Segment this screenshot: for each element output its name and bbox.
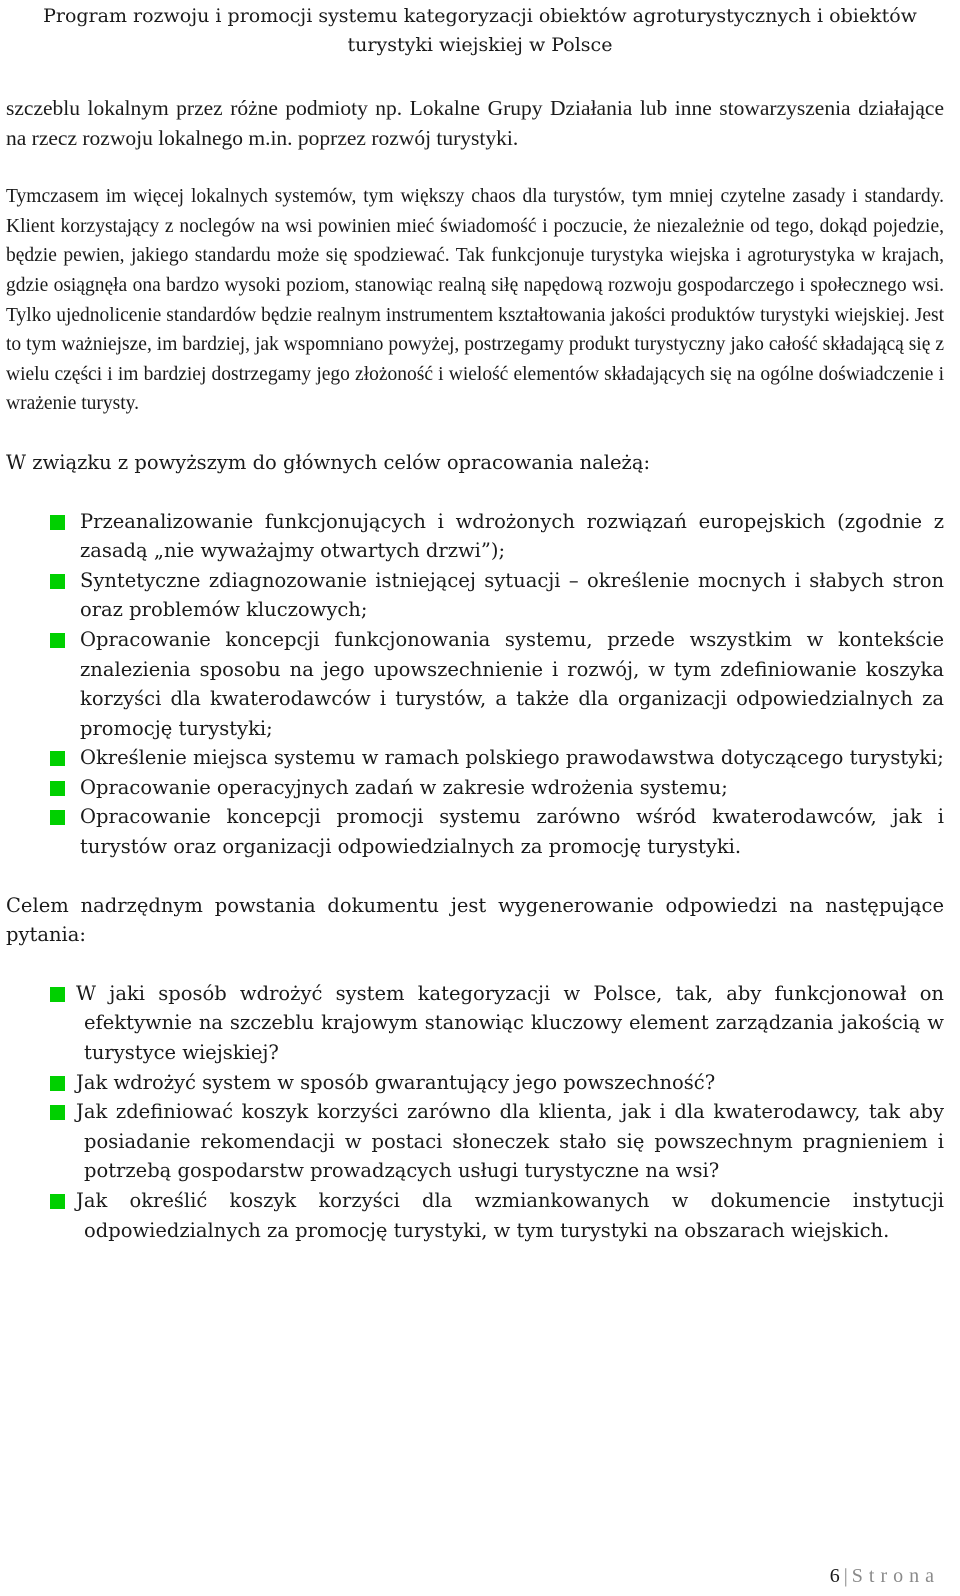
list-item bbox=[6, 802, 944, 861]
green-square-bullet-icon bbox=[50, 515, 65, 530]
goals-list bbox=[6, 507, 944, 862]
green-square-bullet-icon bbox=[50, 633, 65, 648]
paragraph-local-systems: Tymczasem im więcej lokalnych systemów, tym większy chaos dla turystów, tym mniej czytelne zasady i standardy. Klient korzystający z noclegów na wsi powinien mieć świadomość i poczucie, że niezależnie od tego, dokąd pojedzie, będzie pewien, jakiego standardu może się spodziewać. Tak funkcjonuje turystyka wiejska i agroturystyka w krajach, gdzie osiągnęła ona bardzo wysoki poziom, stanowiąc realną siłę napędową rozwoju gospodarczego i społecznego wsi. Tylko ujednolicenie standardów będzie realnym instrumentem kształtowania jakości produktów turystyki wiejskiej. Jest to tym ważniejsze, im bardziej, jak wspomniano powyżej, postrzegamy produkt turystyczny jako całość składającą się z wielu części i im bardziej dostrzegamy jego złożoność i wielość elementów składających się na ogólne doświadczenie i wrażenie turysty. bbox=[6, 186, 944, 415]
goals-intro: W związku z powyższym do głównych celów opracowania należą: bbox=[6, 450, 651, 474]
list-item-text: Opracowanie koncepcji funkcjonowania systemu, przede wszystkim w kontekście znalezienia sposobu na jego upowszechnienie i rozwój, w tym zdefiniowanie koszyka korzyści dla kwaterodawców i turystów, a także dla organizacji odpowiedzialnych za promocję turystyki; bbox=[80, 627, 944, 740]
list-item bbox=[6, 507, 944, 566]
list-item-text: Określenie miejsca systemu w ramach polskiego prawodawstwa dotyczącego turystyki; bbox=[80, 746, 944, 770]
green-square-bullet-icon bbox=[50, 1105, 65, 1120]
page-content bbox=[6, 94, 944, 1245]
green-square-bullet-icon bbox=[50, 987, 65, 1002]
list-item bbox=[6, 566, 944, 625]
list-item bbox=[6, 773, 944, 803]
green-square-bullet-icon bbox=[50, 1076, 65, 1091]
list-item-text: Syntetyczne zdiagnozowanie istniejącej sytuacji – określenie mocnych i słabych stron oraz problemów kluczowych; bbox=[80, 568, 944, 622]
questions-list bbox=[6, 979, 944, 1245]
list-item-text: Jak określić koszyk korzyści dla wzmiankowanych w dokumencie instytucji odpowiedzialnych za promocję turystyki, w tym turystyki na obszarach wiejskich. bbox=[76, 1189, 944, 1242]
list-item-text: Opracowanie koncepcji promocji systemu zarówno wśród kwaterodawców, jak i turystów oraz organizacji odpowiedzialnych za promocję turystyki. bbox=[80, 805, 944, 859]
page-label: Strona bbox=[851, 1565, 940, 1587]
questions-intro: Celem nadrzędnym powstania dokumentu jest wygenerowanie odpowiedzi na następujące pytania: bbox=[6, 893, 944, 947]
green-square-bullet-icon bbox=[50, 751, 65, 766]
list-item-text: Przeanalizowanie funkcjonujących i wdrożonych rozwiązań europejskich (zgodnie z zasadą „nie wyważajmy otwartych drzwi”); bbox=[80, 509, 944, 563]
green-square-bullet-icon bbox=[50, 810, 65, 825]
green-square-bullet-icon bbox=[50, 781, 65, 796]
green-square-bullet-icon bbox=[50, 1194, 65, 1209]
page-footer bbox=[830, 1562, 940, 1590]
green-square-bullet-icon bbox=[50, 574, 65, 589]
list-item bbox=[6, 743, 944, 773]
list-item bbox=[6, 1186, 944, 1245]
list-item bbox=[6, 1068, 944, 1098]
list-item bbox=[6, 625, 944, 743]
list-item-text: Opracowanie operacyjnych zadań w zakresie wdrożenia systemu; bbox=[80, 775, 728, 799]
list-item bbox=[6, 979, 944, 1068]
list-item bbox=[6, 1097, 944, 1186]
list-item-text: Jak wdrożyć system w sposób gwarantujący jego powszechność? bbox=[76, 1070, 716, 1094]
list-item-text: Jak zdefiniować koszyk korzyści zarówno dla klienta, jak i dla kwaterodawcy, tak aby posiadanie rekomendacji w postaci słoneczek stało się powszechnym pragnieniem i potrzebą gospodarstw prowadzących usługi turystyczne na wsi? bbox=[76, 1100, 944, 1183]
page-number: 6 bbox=[829, 1565, 840, 1587]
paragraph-continuation: szczeblu lokalnym przez różne podmioty np. Lokalne Grupy Działania lub inne stowarzyszenia działające na rzecz rozwoju lokalnego m.in. poprzez rozwój turystyki. bbox=[6, 96, 944, 150]
list-item-text: W jaki sposób wdrożyć system kategoryzacji w Polsce, tak, aby funkcjonował on efektywnie na szczeblu krajowym stanowiąc kluczowy element zarządzania jakością w turystyce wiejskiej? bbox=[76, 981, 944, 1065]
running-header: Program rozwoju i promocji systemu kategoryzacji obiektów agroturystycznych i obiektów turystyki wiejskiej w Polsce bbox=[43, 5, 917, 56]
footer-separator: | bbox=[843, 1565, 848, 1587]
